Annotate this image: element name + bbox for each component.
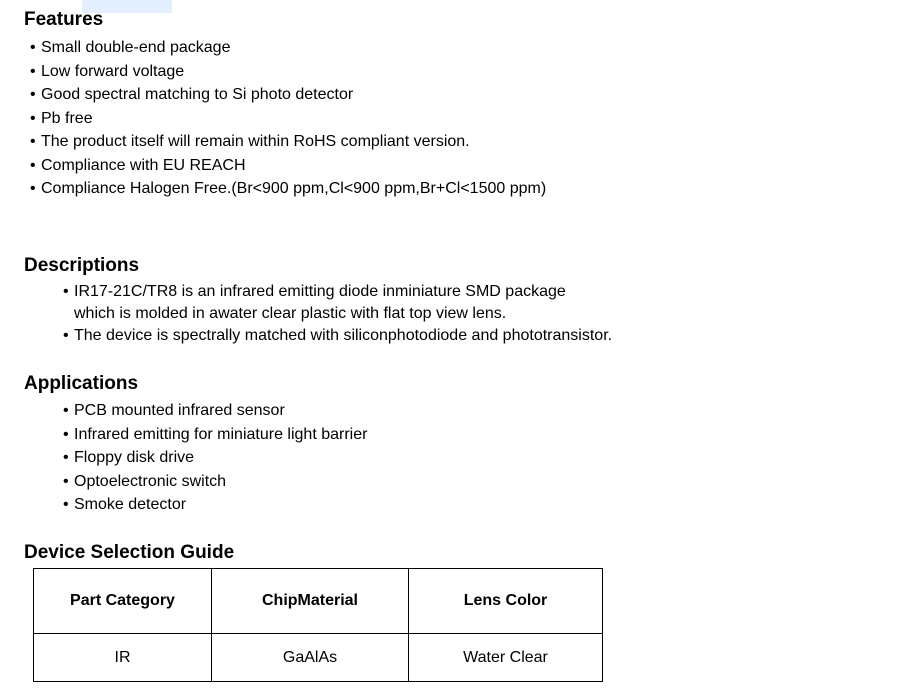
table-row: [34, 634, 603, 682]
table-header-cell: ChipMaterial: [212, 569, 409, 634]
list-item: • The product itself will remain within RoHS compliant version.: [30, 133, 470, 150]
list-item: • Compliance Halogen Free.(Br<900 ppm,Cl<900 ppm,Br+Cl<1500 ppm): [30, 180, 547, 197]
features-list: [30, 36, 546, 201]
descriptions-list: [63, 281, 612, 347]
list-item: • Pb free: [30, 109, 93, 127]
list-item: • Floppy disk drive: [63, 449, 195, 466]
table-header-cell: Part Category: [34, 569, 212, 634]
applications-list: [63, 399, 367, 517]
list-item: • Smoke detector: [63, 496, 187, 513]
features-heading: Features: [24, 9, 104, 30]
table-header-cell: Lens Color: [409, 569, 603, 634]
list-item: • Infrared emitting for miniature light barrier: [63, 425, 368, 443]
list-item: • Optoelectronic switch: [63, 472, 227, 490]
descriptions-heading: Descriptions: [24, 255, 140, 276]
list-item: • PCB mounted infrared sensor: [63, 402, 285, 419]
list-item: • The device is spectrally matched with siliconphotodiode and phototransistor.: [63, 327, 613, 344]
table-cell: Water Clear: [409, 634, 603, 682]
applications-heading: Applications: [24, 373, 139, 394]
table-cell: GaAlAs: [212, 634, 409, 682]
list-item: • Small double-end package: [30, 39, 231, 56]
device-selection-table: [33, 568, 603, 682]
list-item-continuation: which is molded in awater clear plastic with flat top view lens.: [74, 305, 507, 322]
list-item: • IR17-21C/TR8 is an infrared emitting diode inminiature SMD package: [63, 283, 566, 300]
list-item: • Low forward voltage: [30, 62, 185, 80]
device-selection-guide-heading: Device Selection Guide: [24, 542, 235, 563]
table-header-row: [34, 569, 603, 634]
table-cell: IR: [34, 634, 212, 682]
list-item: • Good spectral matching to Si photo detector: [30, 86, 354, 103]
list-item: • Compliance with EU REACH: [30, 156, 246, 174]
